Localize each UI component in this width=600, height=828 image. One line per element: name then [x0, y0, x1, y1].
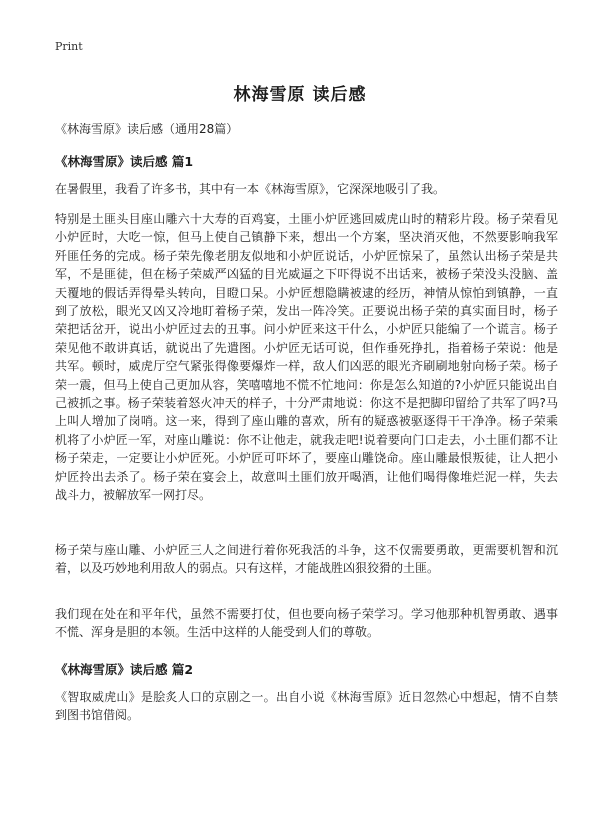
section-1-paragraph-2: 特别是土匪头目座山雕六十大寿的百鸡宴，土匪小炉匠逃回威虎山时的精彩片段。杨子荣看见小炉匠时，大吃一惊，但马上使自己镇静下来，想出一个方案，坚决消灭他，不然要影响我军歼匪任务的完成。杨子荣先像老朋友似地和小炉匠说话，小炉匠惊呆了，虽然认出杨子荣是共军，不是匪徒，但在杨子荣威严凶猛的目光威逼之下吓得说不出话来，被杨子荣没头没脑、盖天覆地的假话弄得晕头转向，目瞪口呆。小炉匠想隐瞒被逮的经历，神情从惊怕到镇静，一直到了放松，眼光又凶又冷地盯着杨子荣，发出一阵冷笑。正要说出杨子荣的真实面目时，杨子荣把话岔开，说出小炉匠过去的丑事。问小炉匠来这干什么，小炉匠只能编了一个谎言。杨子荣见他不敢讲真话，就说出了先遣图。小炉匠无话可说，但作垂死挣扎，指着杨子荣说：他是共军。顿时，威虎厅空气紧张得像要爆炸一样，敌人们凶恶的眼光齐刷刷地射向杨子荣。杨子荣一震，但马上使自己更加从容，笑嘻嘻地不慌不忙地问：你是怎么知道的?小炉匠只能说出自己被抓之事。杨子荣装着怒火冲天的样子，十分严肃地说：你这不是把脚印留给了共军了吗?马上叫人增加了岗哨。这一来，得到了座山雕的喜欢，所有的疑惑被驱逐得干干净净。杨子荣乘机将了小炉匠一军，对座山雕说：你不让他走，就我走吧!说着要向门口走去，小土匪们都不让杨子荣走，一定要让小炉匠死。小炉匠可吓坏了，要座山雕饶命。座山雕最恨叛徒，让人把小炉匠拎出去杀了。杨子荣在宴会上，故意叫土匪们放开喝酒，让他们喝得像堆烂泥一样，失去战斗力，被解放军一网打尽。 [55, 212, 558, 503]
section-1-paragraph-1: 在暑假里，我看了许多书，其中有一本《林海雪原》，它深深地吸引了我。 [55, 182, 446, 196]
print-label: Print [55, 40, 83, 53]
page-title: 林海雪原 读后感 [233, 85, 367, 105]
document-subtitle: 《林海雪原》读后感（通用28篇） [55, 122, 239, 136]
section-1-paragraph-3: 杨子荣与座山雕、小炉匠三人之间进行着你死我活的斗争，这不仅需要勇敢，更需要机智和沉着，以及巧妙地利用敌人的弱点。只有这样，才能战胜凶狠狡猾的土匪。 [55, 543, 558, 576]
section-heading-1: 《林海雪原》读后感 篇1 [55, 154, 194, 169]
section-heading-2: 《林海雪原》读后感 篇2 [55, 662, 194, 677]
section-1-paragraph-4: 我们现在处在和平年代，虽然不需要打仗，但也要向杨子荣学习。学习他那种机智勇敢、遇事不慌、浑身是胆的本领。生活中这样的人能受到人们的尊敬。 [55, 607, 558, 640]
section-2-paragraph-1: 《智取威虎山》是脍炙人口的京剧之一。出自小说《林海雪原》近日忽然心中想起，情不自禁到图书馆借阅。 [55, 690, 558, 723]
